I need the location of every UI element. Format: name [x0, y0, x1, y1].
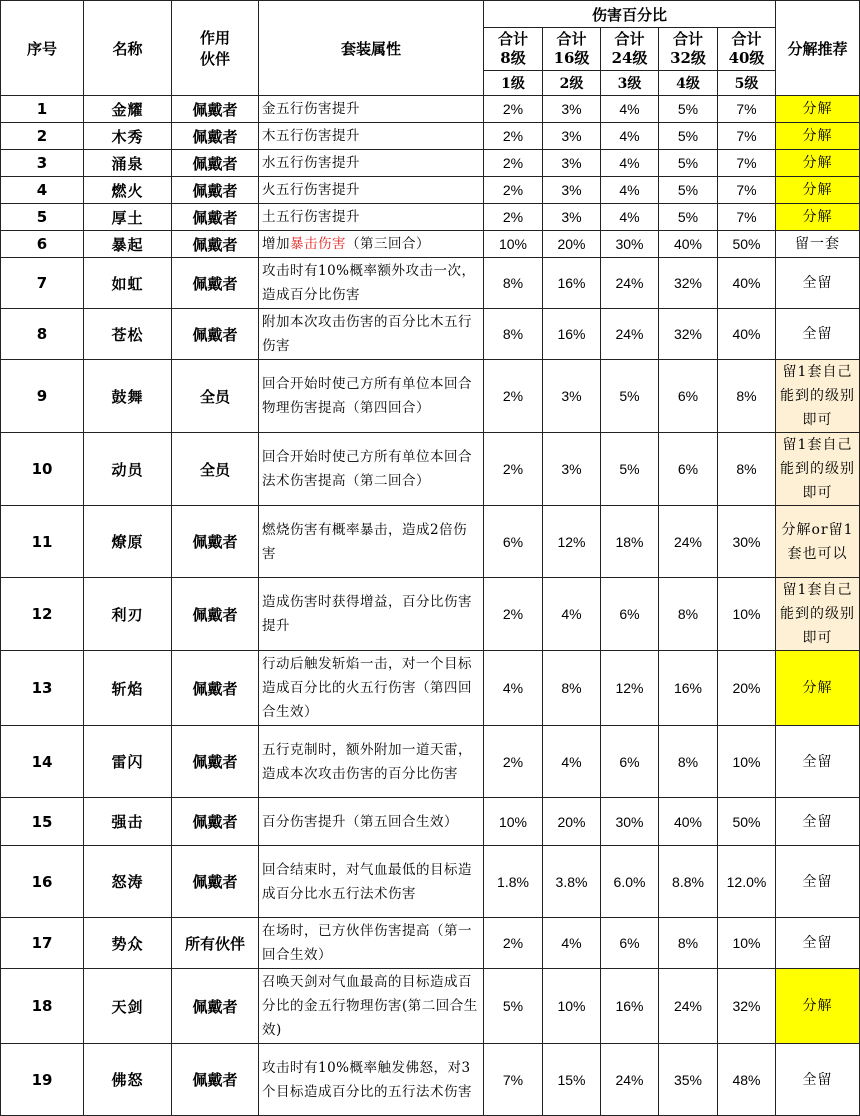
col-header-level-4: 4级	[659, 71, 718, 96]
partner: 全员	[172, 433, 259, 506]
table-row	[1, 506, 860, 578]
damage-pct-5: 50%	[718, 798, 776, 846]
col-header-sum-1	[484, 28, 543, 71]
damage-pct-3: 6%	[601, 918, 659, 969]
sum-label: 合计	[556, 30, 587, 48]
damage-pct-4: 24%	[659, 969, 718, 1044]
sum-label: 合计	[497, 30, 528, 48]
set-attribute: 回合开始时使己方所有单位本回合物理伤害提高（第四回合）	[259, 360, 484, 433]
set-attribute: 木五行伤害提升	[259, 123, 484, 150]
recommendation: 全留	[776, 846, 860, 918]
damage-pct-5: 8%	[718, 360, 776, 433]
set-attribute: 五行克制时，额外附加一道天雷，造成本次攻击伤害的百分比伤害	[259, 726, 484, 798]
damage-pct-5: 30%	[718, 506, 776, 578]
set-attribute: 附加本次攻击伤害的百分比木五行伤害	[259, 309, 484, 360]
damage-pct-2: 3.8%	[543, 846, 601, 918]
row-number: 5	[1, 204, 84, 231]
col-header-level-3: 3级	[601, 71, 659, 96]
set-attribute: 在场时，已方伙伴伤害提高（第一回合生效）	[259, 918, 484, 969]
damage-pct-3: 30%	[601, 231, 659, 258]
set-name: 势众	[84, 918, 172, 969]
table-body	[1, 96, 860, 1116]
col-header-sum-2	[543, 28, 601, 71]
damage-pct-2: 3%	[543, 123, 601, 150]
damage-pct-5: 48%	[718, 1044, 776, 1116]
partner: 佩戴者	[172, 231, 259, 258]
set-name: 如虹	[84, 258, 172, 309]
recommendation: 分解	[776, 150, 860, 177]
set-attribute: 造成伤害时获得增益，百分比伤害提升	[259, 578, 484, 651]
recommendation: 分解	[776, 204, 860, 231]
partner: 全员	[172, 360, 259, 433]
damage-pct-1: 2%	[484, 204, 543, 231]
damage-pct-5: 7%	[718, 177, 776, 204]
recommendation: 留1套自己能到的级别即可	[776, 578, 860, 651]
damage-pct-3: 4%	[601, 204, 659, 231]
damage-pct-3: 18%	[601, 506, 659, 578]
set-name: 强击	[84, 798, 172, 846]
col-header-level-5: 5级	[718, 71, 776, 96]
damage-pct-4: 35%	[659, 1044, 718, 1116]
row-number: 15	[1, 798, 84, 846]
damage-pct-1: 7%	[484, 1044, 543, 1116]
set-attribute: 燃烧伤害有概率暴击，造成2倍伤害	[259, 506, 484, 578]
damage-pct-4: 5%	[659, 204, 718, 231]
damage-pct-3: 6%	[601, 578, 659, 651]
set-name: 动员	[84, 433, 172, 506]
damage-pct-3: 24%	[601, 258, 659, 309]
row-number: 7	[1, 258, 84, 309]
sum-level: 32级	[670, 49, 706, 67]
row-number: 11	[1, 506, 84, 578]
sum-level: 40级	[728, 49, 765, 67]
col-header-dmg-pct: 伤害百分比	[484, 1, 776, 28]
damage-pct-3: 30%	[601, 798, 659, 846]
col-header-attr: 套装属性	[259, 1, 484, 96]
damage-pct-1: 2%	[484, 150, 543, 177]
set-name: 鼓舞	[84, 360, 172, 433]
table-row	[1, 177, 860, 204]
table-row	[1, 433, 860, 506]
recommendation: 全留	[776, 726, 860, 798]
damage-pct-4: 32%	[659, 309, 718, 360]
table-row	[1, 726, 860, 798]
recommendation: 留1套自己能到的级别即可	[776, 360, 860, 433]
damage-pct-1: 5%	[484, 969, 543, 1044]
damage-pct-2: 3%	[543, 204, 601, 231]
damage-pct-2: 4%	[543, 578, 601, 651]
row-number: 2	[1, 123, 84, 150]
damage-pct-2: 3%	[543, 360, 601, 433]
damage-pct-2: 4%	[543, 726, 601, 798]
partner: 佩戴者	[172, 150, 259, 177]
damage-pct-2: 3%	[543, 150, 601, 177]
col-header-name: 名称	[84, 1, 172, 96]
table-row	[1, 231, 860, 258]
row-number: 19	[1, 1044, 84, 1116]
damage-pct-4: 5%	[659, 150, 718, 177]
damage-pct-4: 6%	[659, 433, 718, 506]
damage-pct-2: 20%	[543, 798, 601, 846]
damage-pct-4: 8%	[659, 726, 718, 798]
partner: 佩戴者	[172, 204, 259, 231]
row-number: 9	[1, 360, 84, 433]
row-number: 18	[1, 969, 84, 1044]
damage-pct-1: 4%	[484, 651, 543, 726]
set-attribute: 金五行伤害提升	[259, 96, 484, 123]
partner: 佩戴者	[172, 1044, 259, 1116]
damage-pct-2: 4%	[543, 918, 601, 969]
damage-pct-1: 2%	[484, 360, 543, 433]
set-name: 天剑	[84, 969, 172, 1044]
damage-pct-3: 4%	[601, 150, 659, 177]
damage-pct-1: 2%	[484, 726, 543, 798]
col-header-partner-line1: 作用	[199, 29, 230, 47]
recommendation: 留一套	[776, 231, 860, 258]
col-header-level-2: 2级	[543, 71, 601, 96]
partner: 佩戴者	[172, 309, 259, 360]
sum-level: 24级	[611, 49, 648, 67]
col-header-sum-3	[601, 28, 659, 71]
damage-pct-3: 24%	[601, 1044, 659, 1116]
set-attribute: 攻击时有10%概率触发佛怒，对3个目标造成百分比的五行法术伤害	[259, 1044, 484, 1116]
row-number: 4	[1, 177, 84, 204]
damage-pct-5: 50%	[718, 231, 776, 258]
sum-level: 16级	[553, 49, 590, 67]
damage-pct-3: 12%	[601, 651, 659, 726]
set-name: 雷闪	[84, 726, 172, 798]
damage-pct-4: 5%	[659, 123, 718, 150]
damage-pct-5: 10%	[718, 726, 776, 798]
col-header-recommend: 分解推荐	[776, 1, 860, 96]
damage-pct-1: 1.8%	[484, 846, 543, 918]
damage-pct-4: 8%	[659, 918, 718, 969]
row-number: 17	[1, 918, 84, 969]
set-name: 木秀	[84, 123, 172, 150]
table-row	[1, 150, 860, 177]
sum-label: 合计	[731, 30, 762, 48]
damage-pct-2: 12%	[543, 506, 601, 578]
damage-pct-1: 8%	[484, 309, 543, 360]
recommendation: 留1套自己能到的级别即可	[776, 433, 860, 506]
set-name: 利刃	[84, 578, 172, 651]
attr-text: 增加	[262, 236, 290, 252]
damage-pct-2: 8%	[543, 651, 601, 726]
recommendation: 全留	[776, 798, 860, 846]
damage-pct-5: 20%	[718, 651, 776, 726]
damage-pct-1: 10%	[484, 798, 543, 846]
damage-pct-2: 16%	[543, 309, 601, 360]
damage-pct-1: 10%	[484, 231, 543, 258]
recommendation: 分解	[776, 651, 860, 726]
damage-pct-5: 7%	[718, 123, 776, 150]
row-number: 13	[1, 651, 84, 726]
attr-highlight: 暴击伤害	[290, 236, 346, 252]
damage-pct-5: 7%	[718, 204, 776, 231]
set-attribute	[259, 231, 484, 258]
damage-pct-1: 2%	[484, 578, 543, 651]
damage-pct-3: 5%	[601, 433, 659, 506]
damage-pct-3: 4%	[601, 96, 659, 123]
partner: 佩戴者	[172, 123, 259, 150]
row-number: 12	[1, 578, 84, 651]
damage-pct-2: 20%	[543, 231, 601, 258]
set-name: 怒涛	[84, 846, 172, 918]
partner: 佩戴者	[172, 846, 259, 918]
table-row	[1, 1044, 860, 1116]
damage-pct-5: 32%	[718, 969, 776, 1044]
set-attribute: 土五行伤害提升	[259, 204, 484, 231]
partner: 佩戴者	[172, 578, 259, 651]
damage-pct-5: 10%	[718, 918, 776, 969]
recommendation: 分解	[776, 123, 860, 150]
damage-pct-3: 5%	[601, 360, 659, 433]
damage-pct-1: 2%	[484, 918, 543, 969]
recommendation: 全留	[776, 1044, 860, 1116]
damage-pct-5: 7%	[718, 150, 776, 177]
damage-pct-3: 6.0%	[601, 846, 659, 918]
damage-pct-3: 16%	[601, 969, 659, 1044]
set-attribute: 百分伤害提升（第五回合生效）	[259, 798, 484, 846]
set-name: 暴起	[84, 231, 172, 258]
table-header	[1, 1, 860, 96]
set-name: 燃火	[84, 177, 172, 204]
sum-label: 合计	[672, 30, 703, 48]
damage-pct-4: 5%	[659, 96, 718, 123]
damage-pct-4: 40%	[659, 798, 718, 846]
set-attribute: 回合开始时使己方所有单位本回合法术伤害提高（第二回合）	[259, 433, 484, 506]
sum-level: 8级	[500, 49, 526, 67]
table-row	[1, 918, 860, 969]
col-header-partner	[172, 1, 259, 96]
damage-pct-5: 12.0%	[718, 846, 776, 918]
table-row	[1, 578, 860, 651]
table-row	[1, 798, 860, 846]
sum-label: 合计	[614, 30, 645, 48]
recommendation: 分解	[776, 177, 860, 204]
set-attribute: 攻击时有10%概率额外攻击一次，造成百分比伤害	[259, 258, 484, 309]
damage-pct-2: 15%	[543, 1044, 601, 1116]
set-attribute: 回合结束时，对气血最低的目标造成百分比水五行法术伤害	[259, 846, 484, 918]
set-name: 佛怒	[84, 1044, 172, 1116]
damage-pct-4: 5%	[659, 177, 718, 204]
damage-pct-2: 3%	[543, 96, 601, 123]
damage-pct-1: 6%	[484, 506, 543, 578]
recommendation: 分解	[776, 96, 860, 123]
set-name: 斩焰	[84, 651, 172, 726]
damage-pct-5: 40%	[718, 258, 776, 309]
damage-pct-4: 40%	[659, 231, 718, 258]
damage-pct-5: 40%	[718, 309, 776, 360]
table-row	[1, 846, 860, 918]
table-row	[1, 969, 860, 1044]
damage-pct-3: 24%	[601, 309, 659, 360]
table-row	[1, 204, 860, 231]
partner: 佩戴者	[172, 96, 259, 123]
set-name: 金耀	[84, 96, 172, 123]
recommendation: 全留	[776, 309, 860, 360]
partner: 佩戴者	[172, 506, 259, 578]
set-name: 燎原	[84, 506, 172, 578]
col-header-no: 序号	[1, 1, 84, 96]
col-header-sum-4	[659, 28, 718, 71]
recommendation: 分解or留1套也可以	[776, 506, 860, 578]
damage-pct-4: 16%	[659, 651, 718, 726]
set-name: 厚土	[84, 204, 172, 231]
partner: 佩戴者	[172, 726, 259, 798]
damage-pct-2: 10%	[543, 969, 601, 1044]
table-row	[1, 258, 860, 309]
recommendation: 全留	[776, 258, 860, 309]
attr-text: （第三回合）	[346, 236, 430, 252]
damage-pct-2: 3%	[543, 433, 601, 506]
table-row	[1, 651, 860, 726]
partner: 佩戴者	[172, 798, 259, 846]
set-attribute: 行动后触发斩焰一击，对一个目标造成百分比的火五行伤害（第四回合生效）	[259, 651, 484, 726]
damage-pct-4: 8%	[659, 578, 718, 651]
damage-pct-1: 2%	[484, 96, 543, 123]
row-number: 10	[1, 433, 84, 506]
damage-pct-2: 16%	[543, 258, 601, 309]
col-header-sum-5	[718, 28, 776, 71]
col-header-partner-line2: 伙伴	[199, 50, 230, 68]
row-number: 1	[1, 96, 84, 123]
table-row	[1, 123, 860, 150]
damage-pct-1: 2%	[484, 123, 543, 150]
partner: 所有伙伴	[172, 918, 259, 969]
partner: 佩戴者	[172, 651, 259, 726]
damage-pct-5: 7%	[718, 96, 776, 123]
damage-pct-1: 2%	[484, 433, 543, 506]
partner: 佩戴者	[172, 177, 259, 204]
recommendation: 全留	[776, 918, 860, 969]
set-attribute: 水五行伤害提升	[259, 150, 484, 177]
damage-pct-3: 6%	[601, 726, 659, 798]
row-number: 14	[1, 726, 84, 798]
row-number: 3	[1, 150, 84, 177]
damage-pct-2: 3%	[543, 177, 601, 204]
recommendation: 分解	[776, 969, 860, 1044]
damage-pct-3: 4%	[601, 177, 659, 204]
damage-pct-3: 4%	[601, 123, 659, 150]
damage-pct-4: 32%	[659, 258, 718, 309]
row-number: 8	[1, 309, 84, 360]
set-attribute: 召唤天剑对气血最高的目标造成百分比的金五行物理伤害(第二回合生效)	[259, 969, 484, 1044]
damage-pct-5: 8%	[718, 433, 776, 506]
col-header-level-1: 1级	[484, 71, 543, 96]
row-number: 6	[1, 231, 84, 258]
partner: 佩戴者	[172, 969, 259, 1044]
damage-pct-1: 2%	[484, 177, 543, 204]
damage-pct-1: 8%	[484, 258, 543, 309]
table-row	[1, 360, 860, 433]
partner: 佩戴者	[172, 258, 259, 309]
table-row	[1, 309, 860, 360]
damage-pct-4: 8.8%	[659, 846, 718, 918]
damage-pct-4: 6%	[659, 360, 718, 433]
set-attribute: 火五行伤害提升	[259, 177, 484, 204]
table-row	[1, 96, 860, 123]
row-number: 16	[1, 846, 84, 918]
set-name: 涌泉	[84, 150, 172, 177]
damage-pct-4: 24%	[659, 506, 718, 578]
set-name: 苍松	[84, 309, 172, 360]
damage-pct-5: 10%	[718, 578, 776, 651]
